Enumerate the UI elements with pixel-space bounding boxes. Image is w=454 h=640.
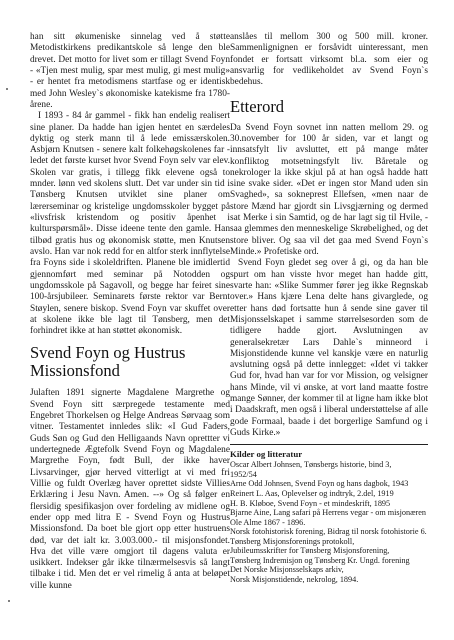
source-item: Arne Odd Johnsen, Svend Foyn og hans dagbok, 1943 (230, 479, 409, 489)
body-paragraph: han sitt økumeniske sinnelag ved å støtte Metodistkirkens predikantskole så lenge den ble drevet. Det motto for livet som er tillagt Svend Foyn - «Tjen mest mulig, spar mest mulig, gi mest mulig» - er hentet fra metodismens startfase og er identisk med John Wesley`s økonomiske katekisme fra 1780-årene. (30, 32, 230, 110)
source-item: Norsk Misjonstidende, nekrolog, 1894. (230, 574, 359, 584)
source-item: Reinert L. Aas, Oplevelser og indtryk, 2.del, 1919 (230, 488, 394, 498)
sources-heading: Kilder og litteratur (230, 449, 303, 460)
source-item: Oscar Albert Johnsen, Tønsbergs historie, bind 3, (230, 460, 392, 470)
body-paragraph: Julaften 1891 signerte Magdalene Margrethe og Svend Foyn sitt særpregede testamente med Engebret Thorkelsen og Helge Andreas Sørvaag som vitner. Testamentet innledes slik: «I Gud Faders, Guds Søn og Gud den Helligaands Navn oprettter vi undertegnede Ægtefolk Svend Foyn og Magdalene Margrethe Foyn, født Bull, der ikke haver Livsarvinger, gjør herved vitterligt at vi med fri Villie og fuldt Overlæg haver oprettet sidste Villies Erklæring i Jesu Navn. Amen. --» Og så følger en flersidig spesifikasjon over fordeling av midlene og ender opp med litra E - Svend Foyn og Hustrus Missionsfond. Da boet ble gjort opp etter hustruens død, var det ialt kr. 3.003.000.- til misjonsfondet. Hva det ville være omgjort til dagens valuta er usikkert. Indekser går ikke tilnærmelsesvis så langt tilbake i tid. Men det er vel rimelig å anta at beløpet ville kunne (30, 388, 230, 591)
source-item: Det Norske Misjonsselskaps arkiv, (230, 565, 344, 575)
scan-speck (8, 600, 10, 602)
source-item: Bjarne Aine, Lang safari på Herrens vegar - om misjonæren Ole Alme 1867 - 1896. (230, 508, 426, 527)
source-item: H. B. Kløboe, Svend Foyn - et mindeskrift, 1895 (230, 498, 391, 508)
section-heading-etterord: Etterord (230, 96, 285, 116)
source-item: Tønsberg Indremisjon og Tønsberg Kr. Ungd. forening (230, 555, 410, 565)
body-paragraph: Svend Foyn gledet seg over å gi, og da han ble spurt om han visste hvor meget han hadde gitt, svarte han: «Slike Summer fører jeg ikke Regnskab over.» Hans kjære Lena delte hans givarglede, og etter hans død fortsatte hun å sende sine gaver til Misjonsselskapet i samme størrelsesorden som de tidligere hadde gjort. Avslutningen av generalsekretær Lars Dahle`s minneord i Misjonstidende kunne vel kanskje være en naturlig avslutning også på dette innlegget: «Idet vi takker Gud for, hvad han var for vor Mission, og velsigner hans Minde, vil vi ønske, at vort land maatte fostre mange Sønner, der kommer til at ligne ham ikke blot i Daadskraft, men også i liberal understøttelse af alle gode Formaal, baade i det borgerlige Samfund og i Guds Kirke.» (230, 258, 428, 438)
body-paragraph: anslåes til mellom 300 og 500 mill. kroner. Sammenlignignen er forsåvidt uinteressant, men fondet er fortsatt virksomt bl.a. som eier og ansvarlig for vedlikeholdet av Svend Foyn`s bedehus. (230, 32, 428, 88)
source-item: Tønsberg Misjonsforenings protokoll, (230, 536, 355, 546)
sources-divider (230, 444, 428, 445)
sources-block (230, 449, 428, 584)
scan-speck (6, 88, 8, 90)
source-item: 1952/54 (230, 469, 257, 479)
sources-list (230, 460, 428, 584)
body-paragraph: Da Svend Foyn sovnet inn natten mellom 29. og 30.november for 100 år siden, var et langt og innsatsfylt liv avsluttet, ett på mange måter konfliktog motsetningsfylt liv. Båretale og nekrologer la ikke skjul på at han også hadde hatt sine svake sider. «Det er ingen stor Mand uden sin Svaghed», sa sokneprest Ellefsen, «men naar de store Mænd har gjordt sin Livsgjærning og dermed sat Merke i sin Samtid, og de har lagt sig til Hvile, - saa glemmes den menneskelige Skrøbelighed, og det store bliver. Og saa vil det gaa med Svend Foyn`s Minde.» Profetiske ord. (230, 122, 428, 257)
source-item: Jubileumsskrifter for Tønsberg Misjonsforening, (230, 546, 390, 556)
left-column (30, 32, 230, 592)
section-heading-missionsfond: Svend Foyn og Hustrus Missionsfond (30, 343, 186, 381)
body-paragraph: I 1893 - 84 år gammel - fikk han endelig realisert sine planer. Da hadde han igjen hentet en særdeles dyktig og sterk mann til å lede emissærskolen. Asbjørn Knutsen - senere kalt folkehøgskolenes far - ledet det første kurset hvor Svend Foyn selv var elev. Skolen var gratis, i tillegg fikk elevene også to mnder. lønn ved skolens slutt. Det var under sin tid i Tønsberg Knutsen utviklet sine planer om lærerseminar og kristelige ungdomsskoler bygget på «livsfrisk kristendom og positiv åpenhet i kulturspørsmål». Disse ideene tente den gamle. Han tilbød gratis hus og økonomisk støtte, men Knutsen avslo. Han var nok redd for en altfor sterk innflytelse fra Foyns side i skoleldriften. Planene ble imidlertid gjennomført med seminar på Notodden og ungdomsskole på Sagavoll, og begge har feiret sine 100-årsjubileer. Seminarets første rektor var Bernt Støylen, senere biskop. Svend Foyn var skuffet over at skolene ikke ble lagt til Tønsberg, men det forhindret ikke at han støttet økonomisk. (30, 111, 230, 337)
right-column (230, 32, 428, 584)
source-item: Norsk fotohistorisk forening, Bidrag til norsk fotohistorie 6. (230, 527, 427, 537)
